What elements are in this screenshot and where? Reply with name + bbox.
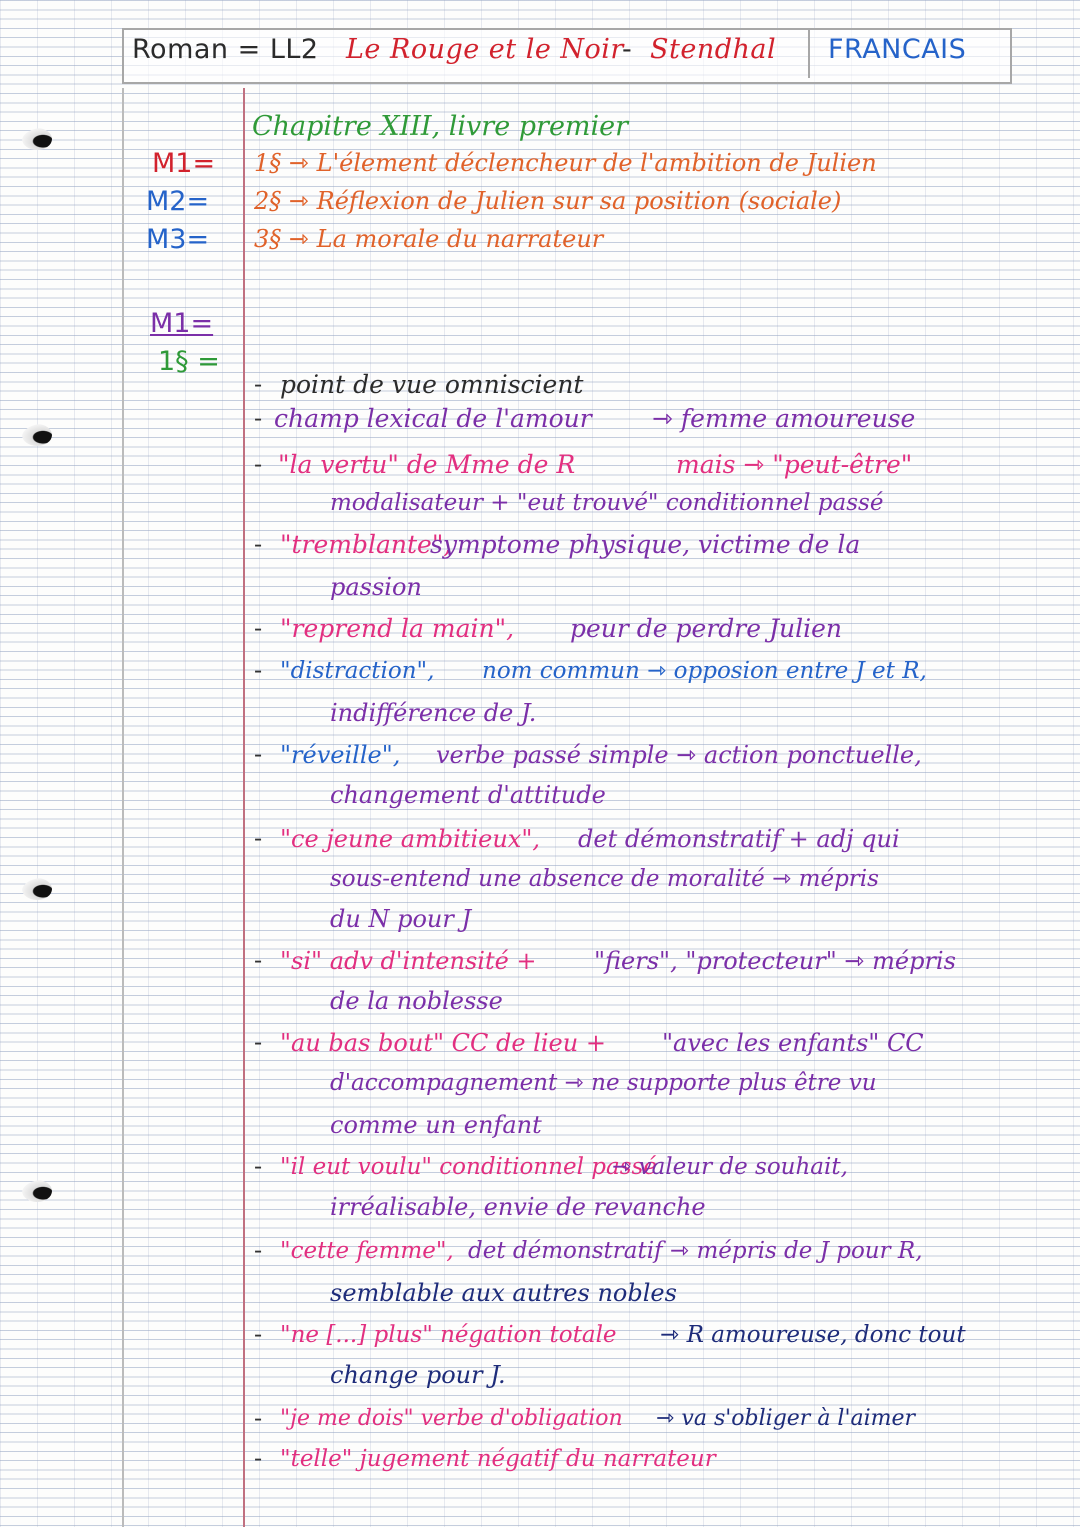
note-line-8-comment: nom commun ⇾ opposion entre J et R,	[482, 658, 927, 684]
header-dash: -	[622, 34, 633, 65]
note-line-12-comment: det démonstratif + adj qui	[578, 825, 900, 853]
note-line-4: modalisateur + "eut trouvé" conditionnel passé	[330, 490, 884, 516]
note-line-20: "il eut voulu" conditionnel passé	[280, 1154, 657, 1180]
bullet-dash: -	[254, 404, 263, 432]
note-line-22-comment: det démonstratif ⇾ mépris de J pour R,	[468, 1238, 923, 1264]
note-line-7-comment: peur de perdre Julien	[570, 614, 842, 643]
binder-hole	[22, 1180, 52, 1202]
note-line-2: champ lexical de l'amour	[274, 404, 592, 433]
bullet-dash: -	[254, 1320, 263, 1348]
bullet-dash: -	[254, 1404, 263, 1432]
binder-hole	[22, 128, 52, 150]
note-line-17: "au bas bout" CC de lieu +	[280, 1029, 606, 1057]
binder-hole	[22, 424, 52, 446]
note-line-6: passion	[330, 573, 422, 601]
bullet-dash: -	[254, 370, 263, 398]
header-left: Roman = LL2	[132, 34, 319, 65]
m2-label: M2=	[146, 186, 210, 217]
note-line-12: "ce jeune ambitieux",	[280, 825, 540, 853]
note-line-5-comment: symptome physique, victime de la	[430, 530, 861, 559]
note-line-3: "la vertu" de Mme de R	[278, 450, 576, 479]
note-line-2-comment: ⇾ femme amoureuse	[652, 404, 916, 433]
note-line-26-comment: ⇾ va s'obliger à l'aimer	[656, 1406, 916, 1431]
note-line-10-comment: verbe passé simple ⇾ action ponctuelle,	[436, 741, 922, 769]
section-m1-label: M1=	[150, 308, 214, 339]
paragraph-1-label: 1§ =	[158, 346, 220, 377]
bullet-dash: -	[254, 1444, 263, 1472]
note-line-15-comment: "fiers", "protecteur" ⇾ mépris	[594, 947, 956, 975]
note-line-24-comment: ⇾ R amoureuse, donc tout	[660, 1322, 966, 1348]
m2-text: 2§ ⇾ Réflexion de Julien sur sa position (sociale)	[254, 187, 842, 215]
bullet-dash: -	[254, 824, 263, 852]
note-line-10: "réveille",	[280, 741, 401, 769]
bullet-dash: -	[254, 1152, 263, 1180]
note-line-5: "tremblante",	[280, 530, 452, 559]
note-line-25: change pour J.	[330, 1361, 506, 1389]
bullet-dash: -	[254, 1236, 263, 1264]
note-line-9: indifférence de J.	[330, 699, 537, 727]
note-line-21: irréalisable, envie de revanche	[330, 1193, 706, 1221]
bullet-dash: -	[254, 656, 263, 684]
m1-label: M1=	[152, 148, 216, 179]
m3-text: 3§ ⇾ La morale du narrateur	[254, 225, 604, 253]
note-line-16: de la noblesse	[330, 987, 503, 1015]
note-line-14: du N pour J	[330, 905, 472, 933]
note-line-23: semblable aux autres nobles	[330, 1279, 677, 1307]
bullet-dash: -	[254, 740, 263, 768]
note-line-24: "ne [...] plus" négation totale	[280, 1322, 617, 1348]
header-subject: FRANCAIS	[828, 34, 967, 65]
bullet-dash: -	[254, 450, 263, 478]
note-line-7: "reprend la main",	[280, 614, 515, 643]
note-line-18: d'accompagnement ⇾ ne supporte plus être vu	[330, 1070, 877, 1096]
m1-text: 1§ ⇾ L'élement déclencheur de l'ambition de Julien	[254, 149, 877, 177]
bullet-dash: -	[254, 1028, 263, 1056]
header-author: Stendhal	[650, 34, 777, 65]
chapter-heading: Chapitre XIII, livre premier	[252, 111, 629, 142]
note-line-27: "telle" jugement négatif du narrateur	[280, 1446, 716, 1472]
note-line-22: "cette femme",	[280, 1238, 454, 1264]
note-line-26: "je me dois" verbe d'obligation	[280, 1406, 623, 1431]
m3-label: M3=	[146, 224, 210, 255]
note-line-3-comment: mais ⇾ "peut-être"	[676, 450, 913, 479]
note-line-19: comme un enfant	[330, 1111, 542, 1139]
margin-line	[243, 88, 245, 1527]
bullet-dash: -	[254, 614, 263, 642]
bullet-dash: -	[254, 530, 263, 558]
note-line-8: "distraction",	[280, 658, 435, 684]
note-line-15: "si" adv d'intensité +	[280, 947, 537, 975]
binder-hole	[22, 878, 52, 900]
header-title: Le Rouge et le Noir	[346, 34, 624, 65]
note-line-1: point de vue omniscient	[280, 370, 584, 399]
note-line-11: changement d'attitude	[330, 781, 606, 809]
note-line-17-comment: "avec les enfants" CC	[662, 1029, 924, 1057]
bullet-dash: -	[254, 946, 263, 974]
header-separator	[808, 30, 810, 78]
note-line-13: sous-entend une absence de moralité ⇾ mépris	[330, 866, 879, 892]
note-line-20-comment: ⇾ valeur de souhait,	[612, 1154, 848, 1180]
